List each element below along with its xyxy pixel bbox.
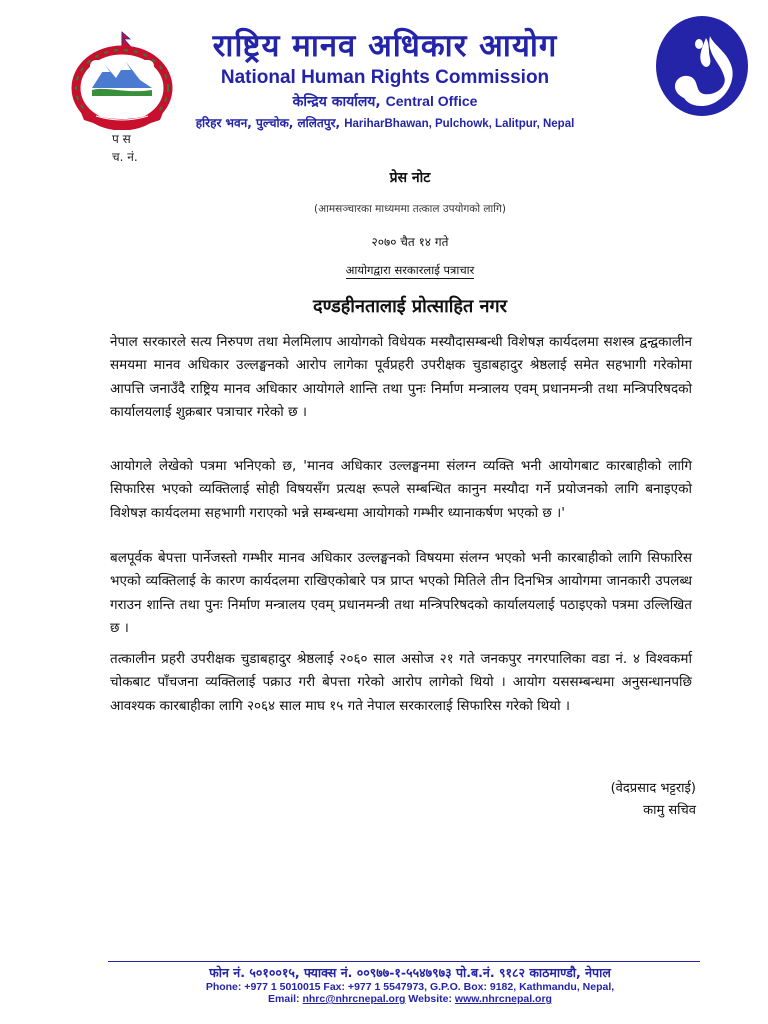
email-link[interactable]: nhrc@nhrcnepal.org — [302, 993, 406, 1005]
address-nepali: हरिहर भवन, पुल्चोक, ललितपुर, — [195, 116, 341, 130]
website-label: Website: — [408, 993, 452, 1005]
office-nepali: केन्द्रिय कार्यालय, — [292, 94, 381, 110]
document-date: २०७० चैत १४ गते — [371, 235, 449, 249]
organization-title-nepali: राष्ट्रिय मानव अधिकार आयोग — [212, 28, 558, 64]
footer-web-line — [80, 993, 740, 1005]
reference-ps: प स — [112, 132, 131, 146]
headline: दण्डहीनतालाई प्रोत्साहित नगर — [313, 296, 507, 317]
nhrc-logo-icon — [654, 14, 750, 118]
office-english: Central Office — [385, 93, 478, 109]
usage-note: (आमसञ्चारका माध्यममा तत्काल उपयोगको लागि) — [314, 203, 506, 215]
office-line — [150, 92, 620, 111]
footer-contact-english: Phone: +977 1 5010015 Fax: +977 1 5547973, G.P.O. Box: 9182, Kathmandu, Nepal, — [205, 981, 615, 993]
address-line — [140, 114, 630, 131]
paragraph: नेपाल सरकारले सत्य निरुपण तथा मेलमिलाप आयोगको विधेयक मस्यौदासम्बन्धी विशेषज्ञ कार्यदलमा सशस्त्र द्वन्द्वकालीन समयमा मानव अधिकार उल्लङ्घनको आरोप लागेका पूर्वप्रहरी उपरीक्षक चुडाबहादुर श्रेष्ठलाई समेत सहभागी गरेकोमा आपत्ति जनाउँदै राष्ट्रिय मानव अधिकार आयोगले शान्ति तथा पुनः निर्माण मन्त्रालय एवम् प्रधानमन्त्री तथा मन्त्रिपरिषदको कार्यालयलाई शुक्रबार पत्राचार गरेको छ । — [110, 334, 692, 421]
organization-title-english: National Human Rights Commission — [220, 67, 550, 88]
footer-contact-nepali: फोन नं. ५०१००१५, फ्याक्स नं. ००९७७-१-५५४७९७३ पो.ब.नं. ९१८२ काठमाण्डौ, नेपाल — [209, 965, 611, 980]
signatory-title: कामु सचिव — [643, 803, 696, 818]
signatory-name: (वेदप्रसाद भट्टराई) — [610, 781, 696, 796]
address-english: HariharBhawan, Pulchowk, Lalitpur, Nepal — [344, 118, 575, 130]
document-type: प्रेस नोट — [389, 170, 431, 186]
reference-cn: च. नं. — [112, 150, 138, 164]
footer-divider — [108, 961, 700, 962]
website-link[interactable]: www.nhrcnepal.org — [454, 993, 552, 1005]
subject-text: आयोगद्वारा सरकारलाई पत्राचार — [345, 263, 475, 277]
paragraph: तत्कालीन प्रहरी उपरीक्षक चुडाबहादुर श्रेष्ठलाई २०६० साल असोज २१ गते जनकपुर नगरपालिका वडा नं. ४ विश्वकर्मा चोकबाट पाँचजना व्यक्तिलाई पक्राउ गरी बेपत्ता गरेको आरोप लागेको थियो । आयोग यससम्बन्धमा अनुसन्धानपछि आवश्यक कारबाहीका लागि २०६४ साल माघ १५ गते नेपाल सरकारलाई सिफारिस गरेको थियो । — [110, 651, 692, 714]
paragraph: आयोगले लेखेको पत्रमा भनिएको छ, 'मानव अधिकार उल्लङ्घनमा संलग्न व्यक्ति भनी आयोगबाट कारबाहीको लागि सिफारिस भएको व्यक्तिलाई सोही विषयसँग प्रत्यक्ष रूपले सम्बन्धित कानुन मस्यौदा गर्ने प्रयोजनको लागि बनाइएको विशेषज्ञ कार्यदलमा सहभागी गराएको भन्ने सम्बन्धमा आयोगको गम्भीर ध्यानाकर्षण भएको छ ।' — [110, 458, 692, 521]
paragraph: बलपूर्वक बेपत्ता पार्नेजस्तो गम्भीर मानव अधिकार उल्लङ्घनको विषयमा संलग्न भएको भनी कारबाहीको लागि सिफारिस भएको व्यक्तिलाई के कारण कार्यदलमा राखिएकोबारे पत्र प्राप्त भएको मितिले तीन दिनभित्र आयोगमा जानकारी उपलब्ध गराउन शान्ति तथा पुनः निर्माण मन्त्रालय एवम् प्रधानमन्त्री तथा मन्त्रिपरिषदको कार्यालयलाई पठाइएको पत्रमा उल्लिखित छ । — [110, 550, 692, 637]
document-subject — [80, 263, 740, 278]
email-label: Email: — [268, 993, 300, 1005]
